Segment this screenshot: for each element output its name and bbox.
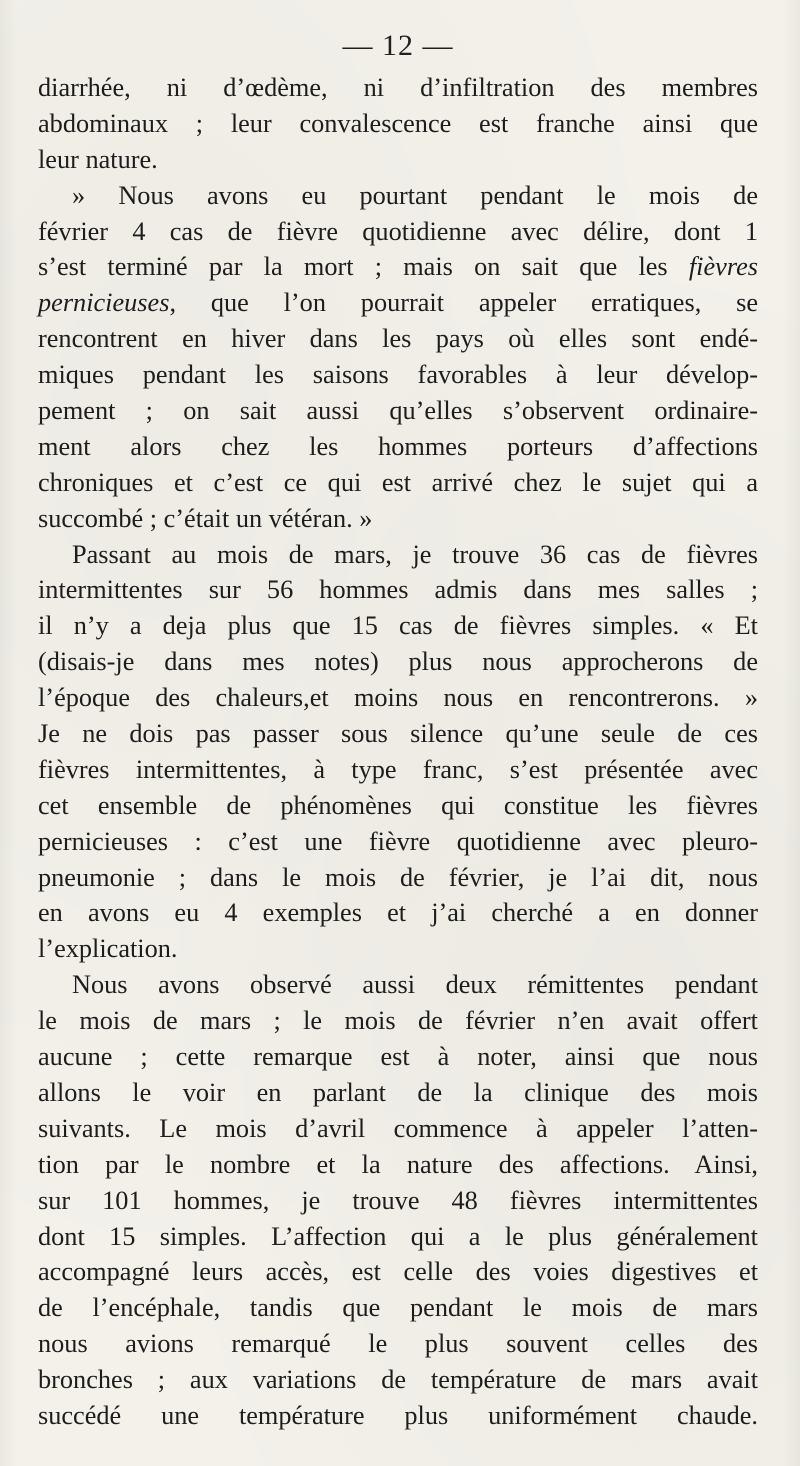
text-line: de l’encéphale, tandis que pendant le mois de mars [38,1293,758,1323]
text-line: succédé une température plus uniformément chaude. [38,1400,758,1430]
text-line: le mois de mars ; le mois de février n’en avait offert [38,1006,758,1036]
text-line [38,249,758,285]
text-line: Je ne dois pas passer sous silence qu’une seule de ces [38,719,758,749]
text-line: l’époque des chaleurs,et moins nous en rencontrerons. » [38,683,758,713]
text-line: Passant au mois de mars, je trouve 36 cas de fièvres [72,539,758,569]
text-line: fièvres intermittentes, à type franc, s’est présentée avec [38,754,758,784]
text-line: nous avions remarqué le plus souvent celles des [38,1329,758,1359]
text-line: rencontrent en hiver dans les pays où elles sont endé- [38,324,758,354]
text-line: dont 15 simples. L’affection qui a le plus généralement [38,1221,758,1251]
text-line [38,285,758,321]
text-line: abdominaux ; leur convalescence est franche ainsi que [38,108,758,138]
text-line: diarrhée, ni d’œdème, ni d’infiltration des membres [38,73,758,102]
text-line: leur nature. [38,144,158,174]
text-line: chroniques et c’est ce qui est arrivé chez le sujet qui a [38,467,758,497]
text-line: ment alors chez les hommes porteurs d’affections [38,431,758,461]
text-line: succombé ; c’était un vétéran. » [38,503,373,533]
text-line: suivants. Le mois d’avril commence à appeler l’atten- [38,1113,758,1143]
text-line: il n’y a deja plus que 15 cas de fièvres simples. « Et [38,611,758,641]
paragraph [38,70,758,178]
text-line: aucune ; cette remarque est à noter, ainsi que nous [38,1042,758,1072]
page-number: — 12 — [342,29,454,62]
text-segment: s’est terminé par la mort ; mais on sait que les [38,252,668,282]
text-line: Nous avons observé aussi deux rémittentes pendant [72,970,758,1000]
text-line: en avons eu 4 exemples et j’ai cherché a en donner [38,898,758,928]
text-line: bronches ; aux variations de température de mars avait [38,1365,758,1395]
text-line: allons le voir en parlant de la clinique des mois [38,1077,758,1107]
text-line: tion par le nombre et la nature des affections. Ainsi, [38,1149,758,1179]
body-text [38,70,758,1434]
text-line: (disais-je dans mes notes) plus nous approcherons de [38,647,758,677]
text-line: » Nous avons eu pourtant pendant le mois de [72,180,758,210]
paragraph [38,537,758,968]
paragraph [38,178,758,537]
italic-term: pernicieuses [38,288,170,318]
text-segment: , que l’on pourrait appeler erratiques, se [169,288,758,318]
text-line: accompagné leurs accès, est celle des voies digestives et [38,1257,758,1287]
text-line: cet ensemble de phénomènes qui constitue les fièvres [38,790,758,820]
text-line: l’explication. [38,934,178,964]
text-line: pement ; on sait aussi qu’elles s’observent ordinaire- [38,396,758,426]
text-line: intermittentes sur 56 hommes admis dans mes salles ; [38,575,758,605]
text-line: pernicieuses : c’est une fièvre quotidienne avec pleuro- [38,826,758,856]
text-line: pneumonie ; dans le mois de février, je l’ai dit, nous [38,862,758,892]
text-line: février 4 cas de fièvre quotidienne avec délire, dont 1 [38,216,758,246]
italic-term: fièvres [688,252,758,282]
text-line: miques pendant les saisons favorables à leur dévelop- [38,360,758,390]
paragraph [38,967,758,1434]
text-line: sur 101 hommes, je trouve 48 fièvres intermittentes [38,1185,758,1215]
